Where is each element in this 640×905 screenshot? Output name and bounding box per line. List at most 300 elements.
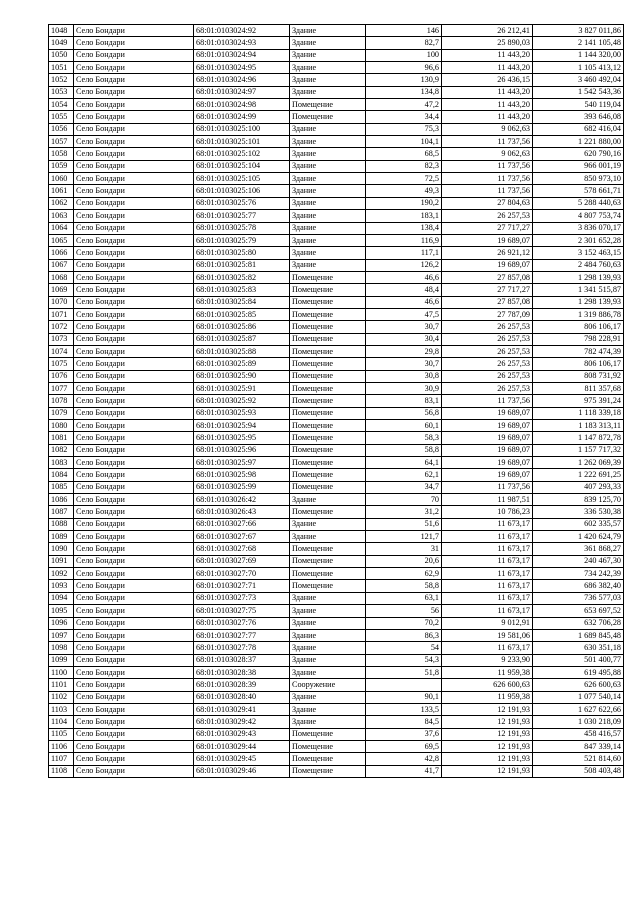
area-cell: 121,7 <box>366 531 442 543</box>
settlement-cell: Село Бондари <box>74 185 194 197</box>
area-cell: 84,5 <box>366 716 442 728</box>
object-type-cell: Помещение <box>290 555 366 567</box>
cadastral-value-cell: 5 288 440,63 <box>533 197 624 209</box>
unit-value-cell: 11 737,56 <box>442 173 533 185</box>
area-cell: 130,9 <box>366 74 442 86</box>
settlement-cell: Село Бондари <box>74 74 194 86</box>
area-cell: 51,6 <box>366 518 442 530</box>
cadastral-number-cell: 68:01:0103025:91 <box>194 382 290 394</box>
cadastral-value-cell: 806 106,17 <box>533 358 624 370</box>
cadastral-number-cell: 68:01:0103025:104 <box>194 160 290 172</box>
unit-value-cell: 11 673,17 <box>442 592 533 604</box>
cadastral-value-cell: 1 118 339,18 <box>533 407 624 419</box>
object-type-cell: Помещение <box>290 358 366 370</box>
row-number: 1061 <box>49 185 74 197</box>
object-type-cell: Здание <box>290 494 366 506</box>
cadastral-number-cell: 68:01:0103027:76 <box>194 617 290 629</box>
object-type-cell: Помещение <box>290 370 366 382</box>
table-row <box>49 728 624 740</box>
area-cell: 58,8 <box>366 580 442 592</box>
area-cell: 96,6 <box>366 62 442 74</box>
row-number: 1070 <box>49 296 74 308</box>
table-row <box>49 592 624 604</box>
table-row <box>49 543 624 555</box>
object-type-cell: Здание <box>290 62 366 74</box>
cadastral-value-cell: 2 301 652,28 <box>533 234 624 246</box>
row-number: 1100 <box>49 666 74 678</box>
table-row <box>49 679 624 691</box>
row-number: 1072 <box>49 321 74 333</box>
object-type-cell: Помещение <box>290 444 366 456</box>
table-row <box>49 753 624 765</box>
object-type-cell: Здание <box>290 691 366 703</box>
area-cell: 30,8 <box>366 370 442 382</box>
area-cell: 138,4 <box>366 222 442 234</box>
area-cell: 116,9 <box>366 234 442 246</box>
cadastral-number-cell: 68:01:0103025:100 <box>194 123 290 135</box>
cadastral-value-cell: 361 868,27 <box>533 543 624 555</box>
unit-value-cell: 11 673,17 <box>442 605 533 617</box>
area-cell: 30,7 <box>366 321 442 333</box>
table-row <box>49 580 624 592</box>
area-cell: 30,7 <box>366 358 442 370</box>
unit-value-cell: 27 787,09 <box>442 308 533 320</box>
unit-value-cell: 11 959,38 <box>442 666 533 678</box>
row-number: 1079 <box>49 407 74 419</box>
object-type-cell: Помещение <box>290 271 366 283</box>
cadastral-number-cell: 68:01:0103025:80 <box>194 247 290 259</box>
unit-value-cell: 27 717,27 <box>442 222 533 234</box>
cadastral-value-cell: 975 391,24 <box>533 395 624 407</box>
row-number: 1085 <box>49 481 74 493</box>
object-type-cell: Помещение <box>290 728 366 740</box>
object-type-cell: Здание <box>290 234 366 246</box>
cadastral-number-cell: 68:01:0103024:95 <box>194 62 290 74</box>
row-number: 1069 <box>49 284 74 296</box>
cadastral-number-cell: 68:01:0103025:106 <box>194 185 290 197</box>
table-row <box>49 481 624 493</box>
area-cell: 86,3 <box>366 629 442 641</box>
unit-value-cell: 19 689,07 <box>442 432 533 444</box>
cadastral-value-cell: 734 242,39 <box>533 568 624 580</box>
settlement-cell: Село Бондари <box>74 197 194 209</box>
unit-value-cell: 626 600,63 <box>442 679 533 691</box>
settlement-cell: Село Бондари <box>74 259 194 271</box>
settlement-cell: Село Бондари <box>74 691 194 703</box>
object-type-cell: Здание <box>290 247 366 259</box>
cadastral-value-cell: 850 973,10 <box>533 173 624 185</box>
cadastral-value-cell: 1 144 320,00 <box>533 49 624 61</box>
cadastral-number-cell: 68:01:0103024:92 <box>194 25 290 37</box>
settlement-cell: Село Бондари <box>74 333 194 345</box>
cadastral-number-cell: 68:01:0103029:41 <box>194 703 290 715</box>
cadastral-value-cell: 458 416,57 <box>533 728 624 740</box>
cadastral-value-cell: 508 403,48 <box>533 765 624 777</box>
area-cell: 46,6 <box>366 271 442 283</box>
row-number: 1054 <box>49 99 74 111</box>
row-number: 1108 <box>49 765 74 777</box>
row-number: 1052 <box>49 74 74 86</box>
object-type-cell: Здание <box>290 617 366 629</box>
object-type-cell: Помещение <box>290 740 366 752</box>
cadastral-number-cell: 68:01:0103025:79 <box>194 234 290 246</box>
row-number: 1097 <box>49 629 74 641</box>
row-number: 1078 <box>49 395 74 407</box>
object-type-cell: Здание <box>290 703 366 715</box>
area-cell: 37,6 <box>366 728 442 740</box>
object-type-cell: Помещение <box>290 382 366 394</box>
row-number: 1068 <box>49 271 74 283</box>
settlement-cell: Село Бондари <box>74 321 194 333</box>
cadastral-number-cell: 68:01:0103026:43 <box>194 506 290 518</box>
cadastral-value-cell: 1 689 845,48 <box>533 629 624 641</box>
row-number: 1067 <box>49 259 74 271</box>
cadastral-value-cell: 1 341 515,87 <box>533 284 624 296</box>
settlement-cell: Село Бондари <box>74 345 194 357</box>
unit-value-cell: 11 737,56 <box>442 160 533 172</box>
cadastral-number-cell: 68:01:0103027:73 <box>194 592 290 604</box>
object-type-cell: Помещение <box>290 395 366 407</box>
table-row <box>49 25 624 37</box>
area-cell: 58,8 <box>366 444 442 456</box>
area-cell: 75,3 <box>366 123 442 135</box>
cadastral-value-cell: 736 577,03 <box>533 592 624 604</box>
settlement-cell: Село Бондари <box>74 62 194 74</box>
table-row <box>49 469 624 481</box>
unit-value-cell: 12 191,93 <box>442 716 533 728</box>
object-type-cell: Здание <box>290 160 366 172</box>
unit-value-cell: 11 673,17 <box>442 642 533 654</box>
row-number: 1098 <box>49 642 74 654</box>
table-row <box>49 62 624 74</box>
settlement-cell: Село Бондари <box>74 395 194 407</box>
settlement-cell: Село Бондари <box>74 481 194 493</box>
object-type-cell: Здание <box>290 123 366 135</box>
table-row <box>49 197 624 209</box>
unit-value-cell: 11 737,56 <box>442 185 533 197</box>
settlement-cell: Село Бондари <box>74 271 194 283</box>
unit-value-cell: 26 257,53 <box>442 333 533 345</box>
cadastral-value-cell: 240 467,30 <box>533 555 624 567</box>
area-cell: 20,6 <box>366 555 442 567</box>
row-number: 1048 <box>49 25 74 37</box>
table-row <box>49 185 624 197</box>
area-cell: 126,2 <box>366 259 442 271</box>
area-cell: 30,9 <box>366 382 442 394</box>
cadastral-value-cell: 1 105 413,12 <box>533 62 624 74</box>
cadastral-value-cell: 3 152 463,15 <box>533 247 624 259</box>
row-number: 1101 <box>49 679 74 691</box>
object-type-cell: Помещение <box>290 284 366 296</box>
cadastral-number-cell: 68:01:0103025:76 <box>194 197 290 209</box>
area-cell: 47,2 <box>366 99 442 111</box>
cadastral-value-cell: 1 420 624,79 <box>533 531 624 543</box>
cadastral-value-cell: 1 298 139,93 <box>533 271 624 283</box>
object-type-cell: Помещение <box>290 457 366 469</box>
row-number: 1053 <box>49 86 74 98</box>
row-number: 1084 <box>49 469 74 481</box>
area-cell: 146 <box>366 25 442 37</box>
object-type-cell: Здание <box>290 37 366 49</box>
cadastral-value-cell: 686 382,40 <box>533 580 624 592</box>
settlement-cell: Село Бондари <box>74 457 194 469</box>
row-number: 1104 <box>49 716 74 728</box>
row-number: 1107 <box>49 753 74 765</box>
settlement-cell: Село Бондари <box>74 37 194 49</box>
unit-value-cell: 26 436,15 <box>442 74 533 86</box>
cadastral-value-cell: 3 836 070,17 <box>533 222 624 234</box>
settlement-cell: Село Бондари <box>74 86 194 98</box>
area-cell: 72,5 <box>366 173 442 185</box>
cadastral-number-cell: 68:01:0103025:98 <box>194 469 290 481</box>
object-type-cell: Здание <box>290 49 366 61</box>
cadastral-number-cell: 68:01:0103025:88 <box>194 345 290 357</box>
unit-value-cell: 11 673,17 <box>442 555 533 567</box>
cadastral-number-cell: 68:01:0103028:39 <box>194 679 290 691</box>
cadastral-number-cell: 68:01:0103029:45 <box>194 753 290 765</box>
area-cell: 183,1 <box>366 210 442 222</box>
row-number: 1090 <box>49 543 74 555</box>
object-type-cell: Помещение <box>290 420 366 432</box>
area-cell: 34,7 <box>366 481 442 493</box>
row-number: 1075 <box>49 358 74 370</box>
area-cell: 51,8 <box>366 666 442 678</box>
unit-value-cell: 11 673,17 <box>442 531 533 543</box>
cadastral-value-cell: 806 106,17 <box>533 321 624 333</box>
row-number: 1082 <box>49 444 74 456</box>
table-row <box>49 494 624 506</box>
cadastral-value-cell: 540 119,04 <box>533 99 624 111</box>
settlement-cell: Село Бондари <box>74 99 194 111</box>
area-cell: 46,6 <box>366 296 442 308</box>
object-type-cell: Помещение <box>290 753 366 765</box>
row-number: 1058 <box>49 148 74 160</box>
table-row <box>49 716 624 728</box>
cadastral-number-cell: 68:01:0103027:70 <box>194 568 290 580</box>
row-number: 1065 <box>49 234 74 246</box>
unit-value-cell: 19 689,07 <box>442 444 533 456</box>
row-number: 1055 <box>49 111 74 123</box>
object-type-cell: Здание <box>290 136 366 148</box>
table-row <box>49 136 624 148</box>
row-number: 1093 <box>49 580 74 592</box>
area-cell: 58,3 <box>366 432 442 444</box>
row-number: 1106 <box>49 740 74 752</box>
unit-value-cell: 27 857,08 <box>442 271 533 283</box>
area-cell: 104,1 <box>366 136 442 148</box>
cadastral-value-cell: 501 400,77 <box>533 654 624 666</box>
settlement-cell: Село Бондари <box>74 531 194 543</box>
table-row <box>49 568 624 580</box>
object-type-cell: Помещение <box>290 111 366 123</box>
area-cell: 90,1 <box>366 691 442 703</box>
row-number: 1063 <box>49 210 74 222</box>
settlement-cell: Село Бондари <box>74 605 194 617</box>
cadastral-number-cell: 68:01:0103025:84 <box>194 296 290 308</box>
area-cell: 82,7 <box>366 37 442 49</box>
cadastral-value-cell: 839 125,70 <box>533 494 624 506</box>
area-cell: 54 <box>366 642 442 654</box>
row-number: 1087 <box>49 506 74 518</box>
table-row <box>49 111 624 123</box>
area-cell <box>366 679 442 691</box>
row-number: 1056 <box>49 123 74 135</box>
cadastral-value-cell: 1 627 622,66 <box>533 703 624 715</box>
table-row <box>49 271 624 283</box>
cadastral-number-cell: 68:01:0103025:99 <box>194 481 290 493</box>
unit-value-cell: 26 257,53 <box>442 321 533 333</box>
table-row <box>49 666 624 678</box>
settlement-cell: Село Бондари <box>74 111 194 123</box>
table-row <box>49 234 624 246</box>
cadastral-number-cell: 68:01:0103025:96 <box>194 444 290 456</box>
cadastral-number-cell: 68:01:0103026:42 <box>194 494 290 506</box>
table-row <box>49 160 624 172</box>
table-row <box>49 555 624 567</box>
table-row <box>49 123 624 135</box>
object-type-cell: Здание <box>290 716 366 728</box>
settlement-cell: Село Бондари <box>74 703 194 715</box>
area-cell: 29,8 <box>366 345 442 357</box>
unit-value-cell: 11 737,56 <box>442 136 533 148</box>
unit-value-cell: 11 673,17 <box>442 580 533 592</box>
settlement-cell: Село Бондари <box>74 296 194 308</box>
cadastral-value-cell: 1 298 139,93 <box>533 296 624 308</box>
cadastral-value-cell: 1 262 069,39 <box>533 457 624 469</box>
cadastral-number-cell: 68:01:0103029:46 <box>194 765 290 777</box>
cadastral-value-cell: 847 339,14 <box>533 740 624 752</box>
cadastral-value-cell: 1 147 872,78 <box>533 432 624 444</box>
unit-value-cell: 12 191,93 <box>442 753 533 765</box>
object-type-cell: Здание <box>290 531 366 543</box>
area-cell: 42,8 <box>366 753 442 765</box>
table-row <box>49 531 624 543</box>
unit-value-cell: 11 443,20 <box>442 62 533 74</box>
area-cell: 133,5 <box>366 703 442 715</box>
area-cell: 49,3 <box>366 185 442 197</box>
row-number: 1064 <box>49 222 74 234</box>
object-type-cell: Здание <box>290 210 366 222</box>
object-type-cell: Здание <box>290 222 366 234</box>
object-type-cell: Помещение <box>290 99 366 111</box>
row-number: 1105 <box>49 728 74 740</box>
settlement-cell: Село Бондари <box>74 642 194 654</box>
cadastral-number-cell: 68:01:0103027:66 <box>194 518 290 530</box>
table-body <box>49 25 624 778</box>
area-cell: 190,2 <box>366 197 442 209</box>
area-cell: 56 <box>366 605 442 617</box>
cadastral-value-cell: 1 077 540,14 <box>533 691 624 703</box>
settlement-cell: Село Бондари <box>74 580 194 592</box>
unit-value-cell: 12 191,93 <box>442 703 533 715</box>
object-type-cell: Помещение <box>290 432 366 444</box>
table-row <box>49 629 624 641</box>
settlement-cell: Село Бондари <box>74 592 194 604</box>
cadastral-number-cell: 68:01:0103025:97 <box>194 457 290 469</box>
row-number: 1076 <box>49 370 74 382</box>
unit-value-cell: 26 212,41 <box>442 25 533 37</box>
row-number: 1062 <box>49 197 74 209</box>
cadastral-value-cell: 1 221 880,00 <box>533 136 624 148</box>
unit-value-cell: 11 737,56 <box>442 395 533 407</box>
cadastral-value-cell: 393 646,08 <box>533 111 624 123</box>
table-row <box>49 333 624 345</box>
table-row <box>49 457 624 469</box>
cadastral-number-cell: 68:01:0103027:75 <box>194 605 290 617</box>
cadastral-number-cell: 68:01:0103025:102 <box>194 148 290 160</box>
cadastral-value-cell: 4 807 753,74 <box>533 210 624 222</box>
cadastral-number-cell: 68:01:0103025:105 <box>194 173 290 185</box>
row-number: 1091 <box>49 555 74 567</box>
table-row <box>49 605 624 617</box>
cadastral-value-cell: 811 357,68 <box>533 382 624 394</box>
area-cell: 100 <box>366 49 442 61</box>
area-cell: 83,1 <box>366 395 442 407</box>
cadastral-number-cell: 68:01:0103028:38 <box>194 666 290 678</box>
row-number: 1080 <box>49 420 74 432</box>
settlement-cell: Село Бондари <box>74 716 194 728</box>
settlement-cell: Село Бондари <box>74 173 194 185</box>
table-row <box>49 173 624 185</box>
cadastral-value-cell: 1 222 691,25 <box>533 469 624 481</box>
object-type-cell: Помещение <box>290 296 366 308</box>
unit-value-cell: 27 804,63 <box>442 197 533 209</box>
unit-value-cell: 19 689,07 <box>442 420 533 432</box>
object-type-cell: Здание <box>290 642 366 654</box>
cadastral-number-cell: 68:01:0103025:87 <box>194 333 290 345</box>
cadastral-value-cell: 1 157 717,32 <box>533 444 624 456</box>
settlement-cell: Село Бондари <box>74 123 194 135</box>
unit-value-cell: 11 443,20 <box>442 99 533 111</box>
object-type-cell: Здание <box>290 197 366 209</box>
settlement-cell: Село Бондари <box>74 654 194 666</box>
row-number: 1049 <box>49 37 74 49</box>
cadastral-value-cell: 1 183 313,11 <box>533 420 624 432</box>
object-type-cell: Здание <box>290 518 366 530</box>
area-cell: 41,7 <box>366 765 442 777</box>
unit-value-cell: 26 257,53 <box>442 210 533 222</box>
unit-value-cell: 11 959,38 <box>442 691 533 703</box>
cadastral-number-cell: 68:01:0103025:86 <box>194 321 290 333</box>
cadastral-number-cell: 68:01:0103027:68 <box>194 543 290 555</box>
area-cell: 70,2 <box>366 617 442 629</box>
cadastral-value-cell: 2 484 760,63 <box>533 259 624 271</box>
settlement-cell: Село Бондари <box>74 728 194 740</box>
cadastral-number-cell: 68:01:0103028:37 <box>194 654 290 666</box>
area-cell: 60,1 <box>366 420 442 432</box>
cadastral-number-cell: 68:01:0103027:67 <box>194 531 290 543</box>
area-cell: 48,4 <box>366 284 442 296</box>
row-number: 1050 <box>49 49 74 61</box>
unit-value-cell: 12 191,93 <box>442 765 533 777</box>
unit-value-cell: 9 233,90 <box>442 654 533 666</box>
table-row <box>49 518 624 530</box>
cadastral-number-cell: 68:01:0103025:77 <box>194 210 290 222</box>
table-row <box>49 444 624 456</box>
object-type-cell: Сооружение <box>290 679 366 691</box>
row-number: 1083 <box>49 457 74 469</box>
cadastral-number-cell: 68:01:0103024:94 <box>194 49 290 61</box>
row-number: 1077 <box>49 382 74 394</box>
settlement-cell: Село Бондари <box>74 506 194 518</box>
cadastral-number-cell: 68:01:0103027:78 <box>194 642 290 654</box>
cadastral-value-cell: 2 141 105,48 <box>533 37 624 49</box>
settlement-cell: Село Бондари <box>74 210 194 222</box>
row-number: 1073 <box>49 333 74 345</box>
cadastral-value-table <box>48 24 624 778</box>
cadastral-number-cell: 68:01:0103024:96 <box>194 74 290 86</box>
row-number: 1057 <box>49 136 74 148</box>
